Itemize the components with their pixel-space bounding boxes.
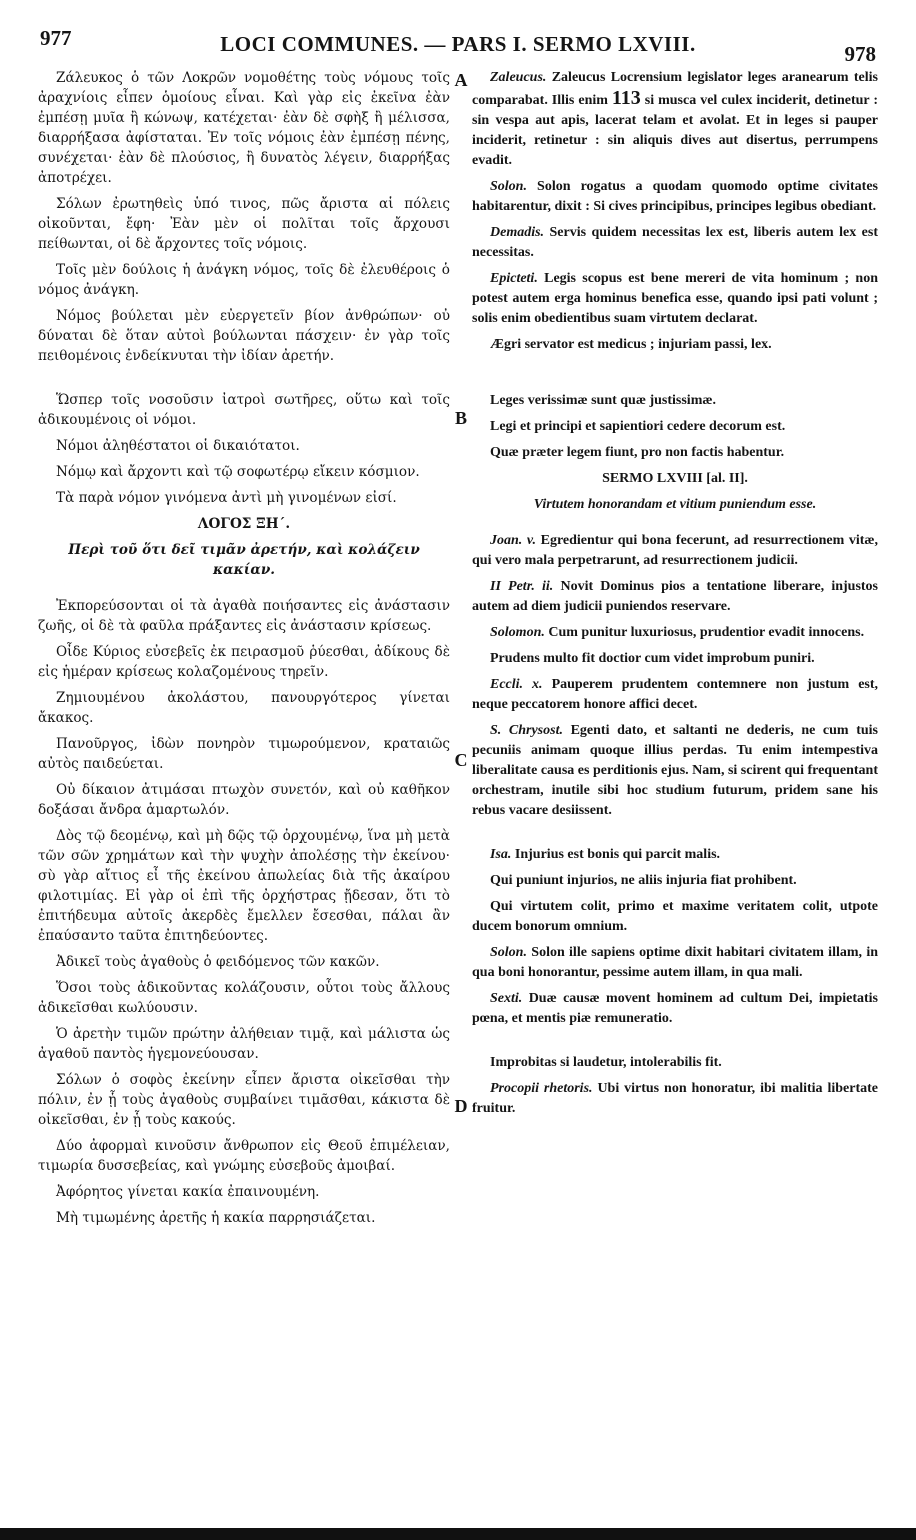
source-label: Demadis. [490, 225, 545, 240]
running-head: LOCI COMMUNES. — PARS I. SERMO LXVIII. [220, 32, 696, 56]
latin-text: Ubi virtus non honoratur, ibi malitia libertate fruitur. [472, 1081, 878, 1116]
marker-b: B [454, 408, 467, 428]
latin-paragraph [472, 675, 878, 715]
latin-paragraph [472, 223, 878, 263]
latin-text: Zaleucus Locrensium legislator leges aranearum telis comparabat. Illis enim [472, 70, 878, 108]
latin-sermon-subheading: Virtutem honorandam et vitium puniendum esse. [533, 497, 817, 512]
scan-bottom-edge [0, 1528, 916, 1540]
greek-paragraph: Ζημιουμένου ἀκολάστου, πανουργότερος γίνεται ἄκακος. [38, 690, 450, 726]
source-label: Zaleucus. [490, 70, 547, 85]
greek-paragraph: Ἀφόρητος γίνεται κακία ἐπαινουμένη. [56, 1184, 320, 1200]
source-label: Procopii rhetoris. [490, 1081, 593, 1096]
greek-paragraph: Νόμος βούλεται μὲν εὐεργετεῖν βίον ἀνθρώπων· οὐ δύναται δὲ ὅταν αὐτοὶ βούλωνται πάσχειν· ἐν γὰρ τοῖς πειθομένοις ἐνδείκνυται τὴν ἰδίαν ἀρετήν. [38, 308, 450, 364]
latin-text: Solon rogatus a quodam quomodo optime civitates habitarentur, dixit : Si cives principibus, principes legibus obediant. [472, 179, 879, 214]
latin-text: Servis quidem necessitas lex est, liberis autem lex est necessitas. [472, 225, 878, 260]
latin-paragraph [472, 531, 878, 571]
greek-paragraph: Τοῖς μὲν δούλοις ἡ ἀνάγκη νόμος, τοῖς δὲ ἐλευθέροις ὁ νόμος ἀνάγκη. [38, 262, 450, 298]
latin-paragraph [472, 577, 878, 617]
column-number: 113 [611, 87, 641, 109]
latin-paragraph [472, 269, 878, 329]
greek-column [38, 68, 450, 1234]
greek-paragraph: Πανοῦργος, ἰδὼν πονηρὸν τιμωρούμενον, κραταιῶς αὐτὸς παιδεύεται. [38, 736, 450, 772]
latin-paragraph: Quæ præter legem fiunt, pro non factis habentur. [490, 445, 785, 460]
greek-paragraph: Σόλων ἐρωτηθεὶς ὑπό τινος, πῶς ἄριστα αἱ πόλεις οἰκοῦνται, ἔφη· Ἐὰν μὲν οἱ πολῖται τοῖς ἄρχουσι πείθωνται, οἱ δὲ ἄρχοντες τοῖς νόμοις. [38, 196, 450, 252]
greek-sermon-heading: ΛΟΓΟΣ ΞΗ΄. [197, 516, 291, 532]
greek-paragraph: Ἀδικεῖ τοὺς ἀγαθοὺς ὁ φειδόμενος τῶν κακῶν. [56, 954, 380, 970]
latin-paragraph [472, 623, 878, 643]
latin-text: Injurius est bonis qui parcit malis. [514, 847, 721, 862]
source-label: Epicteti. [490, 271, 538, 286]
greek-paragraph: Οἶδε Κύριος εὐσεβεῖς ἐκ πειρασμοῦ ῥύεσθαι, ἀδίκους δὲ εἰς ἡμέραν κρίσεως κολαζομένους τηρεῖν. [38, 644, 450, 680]
latin-text: Novit Dominus pios a tentatione liberare, injustos autem ad diem judicii puniendos reservare. [472, 579, 879, 614]
source-label: II Petr. ii. [490, 579, 554, 594]
greek-paragraph: Μὴ τιμωμένης ἀρετῆς ἡ κακία παρρησιάζεται. [56, 1210, 376, 1226]
source-label: Solon. [490, 179, 527, 194]
latin-paragraph: Ægri servator est medicus ; injuriam passi, lex. [490, 337, 772, 352]
greek-paragraph: Ὁ ἀρετὴν τιμῶν πρώτην ἀλήθειαν τιμᾷ, καὶ μάλιστα ὡς ἀγαθοῦ παντὸς ἡγεμονεύουσαν. [38, 1026, 450, 1062]
greek-sermon-subheading: Περὶ τοῦ ὅτι δεῖ τιμᾶν ἀρετήν, καὶ κολάζειν κακίαν. [68, 542, 420, 578]
page-number-right: 978 [844, 42, 876, 66]
page-number-left: 977 [40, 26, 72, 50]
latin-paragraph [472, 989, 878, 1029]
greek-paragraph: Ἐκπορεύσονται οἱ τὰ ἀγαθὰ ποιήσαντες εἰς ἀνάστασιν ζωῆς, οἱ δὲ τὰ φαῦλα πράξαντες εἰς ἀνάστασιν κρίσεως. [38, 598, 450, 634]
source-label: Eccli. x. [490, 677, 543, 692]
source-label: Sexti. [490, 991, 523, 1006]
latin-paragraph: Qui virtutem colit, primo et maxime veritatem colit, utpote ducem bonorum omnium. [472, 899, 878, 934]
source-label: Isa. [490, 847, 512, 862]
greek-paragraph: Ζάλευκος ὁ τῶν Λοκρῶν νομοθέτης τοὺς νόμους τοῖς ἀραχνίοις εἶπεν ὁμοίους εἶναι. Καὶ γὰρ εἰς ἐκεῖνα ἐὰν ἐμπέσῃ μυῖα ἢ κώνωψ, κατέχεται· ἐὰν δὲ σφὴξ ἢ μέλισσα, διαρρήξασα ἀφίσταται. Ἐν τοῖς νόμοις ἐὰν ἐμπέσῃ πένης, συνέχεται· ἐὰν δὲ πλούσιος, ἢ δυνατὸς λέγειν, διαρρήξας ἀποτρέχει. [38, 70, 450, 186]
greek-paragraph: Οὐ δίκαιον ἀτιμάσαι πτωχὸν συνετόν, καὶ οὐ καθῆκον δοξάσαι ἄνδρα ἁμαρτωλόν. [38, 782, 450, 818]
latin-paragraph [472, 943, 878, 983]
latin-text: Solon ille sapiens optime dixit habitari civitatem illam, in qua boni honorantur, pessime autem illam, in qua mali. [472, 945, 878, 980]
latin-text: Duæ causæ movent hominem ad cultum Dei, impietatis pœna, et mentis piæ remuneratio. [472, 991, 878, 1026]
latin-paragraph: Leges verissimæ sunt quæ justissimæ. [490, 393, 716, 408]
latin-paragraph [472, 177, 878, 217]
latin-text: Cum punitur luxuriosus, prudentior evadit innocens. [548, 625, 865, 640]
latin-text: Legis scopus est bene mereri de vita hominum ; non potest autem erga hominus benefica esse, quando ipsi pati volunt ; solis enim obedientibus suam virtutem declarat. [472, 271, 878, 326]
greek-paragraph: Δύο ἀφορμαὶ κινοῦσιν ἄνθρωπον εἰς Θεοῦ ἐπιμέλειαν, τιμωρία δυσσεβείας, καὶ γνώμης εὐσεβοῦς ἀμοιβαί. [38, 1138, 450, 1174]
marker-c: C [454, 750, 468, 770]
latin-text: Egenti dato, et saltanti ne dederis, ne cum tuis pecuniis animam quoque illius perdas. Tu enim intempestiva liberalitate causa es perditionis ejus. Nam, si scirent qui frequentant orchestram, inutile sibi hoc studium futurum, pridem sane his rebus vacare desiissent. [472, 723, 878, 818]
latin-paragraph [472, 1079, 878, 1119]
latin-paragraph [472, 721, 878, 821]
source-label: Solon. [490, 945, 527, 960]
greek-paragraph: Τὰ παρὰ νόμον γινόμενα ἀντὶ μὴ γινομένων εἰσί. [56, 490, 397, 506]
greek-paragraph: Ὅσοι τοὺς ἀδικοῦντας κολάζουσιν, οὗτοι τοὺς ἄλλους ἀδικεῖσθαι κωλύουσιν. [38, 980, 450, 1016]
latin-text: Pauperem prudentem contemnere non justum est, neque peccatorem honore affici decet. [472, 677, 879, 712]
greek-paragraph: Δὸς τῷ δεομένῳ, καὶ μὴ δῷς τῷ ὀρχουμένῳ, ἵνα μὴ μετὰ τῶν σῶν χρημάτων καὶ τὴν ψυχὴν ἀπολέσῃς τὴν ἐκείνου· σὺ γὰρ αἴτιος εἶ τῆς ἐκείνου ἀπωλείας διὰ τῆς ἀκαίρου φιλοτιμίας. Εἰ γὰρ οἱ ἐπὶ τῆς ὀρχήστρας ᾔδεσαν, ὅτι τὸ ἐπιτήδευμα αὐτοῖς ἀκερδὲς ἔμελλεν ἔσεσθαι, πάλαι ἂν ἐπαύσαντο ταῦτα ἐπιτηδεύοντες. [38, 828, 450, 944]
latin-paragraph: Qui puniunt injurios, ne aliis injuria fiat prohibent. [490, 873, 797, 888]
source-label: Solomon. [490, 625, 545, 640]
latin-sermon-heading: SERMO LXVIII [al. II]. [602, 471, 748, 486]
greek-paragraph: Ὥσπερ τοῖς νοσοῦσιν ἰατροὶ σωτῆρες, οὕτω καὶ τοῖς ἀδικουμένοις οἱ νόμοι. [38, 392, 450, 428]
marker-a: A [454, 70, 468, 90]
source-label: Joan. v. [490, 533, 537, 548]
greek-paragraph: Νόμῳ καὶ ἄρχοντι καὶ τῷ σοφωτέρῳ εἴκειν κόσμιον. [56, 464, 420, 480]
source-label: S. Chrysost. [490, 723, 563, 738]
latin-paragraph: Legi et principi et sapientiori cedere decorum est. [490, 419, 786, 434]
greek-paragraph: Νόμοι ἀληθέστατοι οἱ δικαιότατοι. [56, 438, 300, 454]
greek-paragraph: Σόλων ὁ σοφὸς ἐκείνην εἶπεν ἄριστα οἰκεῖσθαι τὴν πόλιν, ἐν ᾗ τοὺς ἀγαθοὺς συμβαίνει τιμᾶσθαι, κάκιστα δὲ οἰκεῖσθαι, ἐν ᾗ τοὺς κακούς. [38, 1072, 450, 1128]
latin-paragraph [472, 68, 878, 171]
latin-paragraph: Prudens multo fit doctior cum videt improbum puniri. [490, 651, 815, 666]
latin-paragraph [472, 845, 878, 865]
latin-paragraph: Improbitas si laudetur, intolerabilis fit. [490, 1055, 722, 1070]
latin-text: Egredientur qui bona fecerunt, ad resurrectionem vitæ, qui vero mala perpetrarunt, ad resurrectionem judicii. [472, 533, 879, 568]
latin-text: si musca vel culex inciderit, detinetur : sin vespa aut apis, lacerat telam et avolat. Et in leges si pauper inciderit, retinetur : sin aliquis dives aut disertus, perrumpens evadit. [472, 93, 878, 168]
latin-column [472, 68, 878, 1125]
marker-d: D [454, 1096, 468, 1116]
